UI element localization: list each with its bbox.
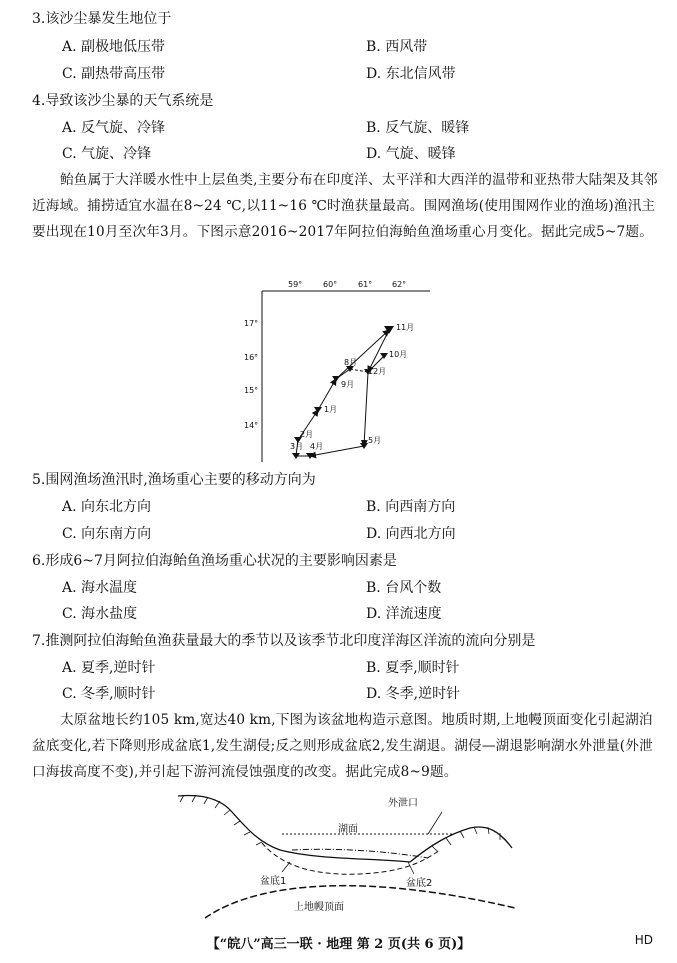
question-7-option-a: A. 夏季,逆时针 — [62, 660, 156, 676]
month-label-4: 4月 — [310, 442, 324, 451]
question-6-option-a: A. 海水温度 — [62, 580, 138, 596]
question-6-stem: 6.形成6~7月阿拉伯海鲐鱼渔场重心状况的主要影响因素是 — [32, 553, 397, 569]
basin-structure-diagram — [170, 788, 520, 923]
question-4-option-d: D. 气旋、暖锋 — [366, 146, 456, 162]
question-4-stem: 4.导致该沙尘暴的天气系统是 — [32, 93, 214, 109]
marker-1 — [314, 407, 322, 413]
question-7-option-b: B. 夏季,顺时针 — [366, 660, 460, 676]
question-6-option-d: D. 洋流速度 — [366, 606, 442, 622]
question-6-option-b: B. 台风个数 — [366, 580, 442, 596]
question-5-option-a: A. 向东北方向 — [62, 499, 152, 515]
month-label-9: 9月 — [341, 380, 355, 389]
passage-taiyuan-basin: 太原盆地长约105 km,宽达40 km,下图为该盆地构造示意图。地质时期,上地幔顶面变化引起湖泊盆底变化,若下降则形成盆底1,发生湖侵;反之则形成盆底2,发生湖退。湖侵—湖退影响湖水外泄量(外泄口海拔高度不变),并引起下游河流侵蚀强度的改变。据此完成8~9题。 — [32, 712, 653, 780]
lat-label-14: 14° — [244, 421, 259, 430]
question-4-option-c: C. 气旋、冷锋 — [62, 146, 152, 162]
month-label-2: 2月 — [300, 430, 314, 439]
marker-5 — [360, 443, 368, 449]
fishing-ground-map — [240, 276, 440, 464]
basin-bottom-2 — [292, 849, 428, 858]
lat-label-17: 17° — [244, 319, 259, 328]
question-4-option-a: A. 反气旋、冷锋 — [62, 120, 166, 136]
outlet-pointer — [428, 812, 442, 834]
month-label-3: 3月 — [290, 442, 304, 451]
month-label-5: 5月 — [368, 436, 382, 445]
lat-label-15: 15° — [244, 386, 259, 395]
left-hill — [178, 796, 280, 850]
month-label-8: 8月 — [344, 358, 358, 367]
footer-title: 【“皖八”高三一联 · 地理 第 2 页(共 6 页)】 — [206, 937, 471, 952]
question-5-stem: 5.围网渔场渔汛时,渔场重心主要的移动方向为 — [32, 472, 316, 488]
question-3-option-d: D. 东北信风带 — [366, 66, 456, 82]
upper-mantle-label: 上地幔顶面 — [294, 902, 344, 913]
month-label-11: 11月 — [396, 323, 415, 332]
month-label-12: 12月 — [368, 367, 387, 376]
bottom1-pointer — [282, 862, 290, 872]
question-5-option-b: B. 向西南方向 — [366, 499, 456, 515]
footer-code: HD — [634, 933, 653, 947]
month-label-10: 10月 — [389, 350, 408, 359]
lon-label-61: 61° — [358, 280, 373, 289]
track-11-to-12 — [368, 330, 389, 372]
question-5-option-d: D. 向西北方向 — [366, 526, 456, 542]
question-6-option-c: C. 海水盐度 — [62, 606, 138, 622]
question-7-stem: 7.推测阿拉伯海鲐鱼渔获量最大的季节以及该季节北印度洋海区洋流的流向分别是 — [32, 633, 536, 649]
track-12-to-5 — [364, 372, 368, 446]
lon-label-62: 62° — [392, 280, 407, 289]
page-footer — [0, 933, 677, 953]
passage-mackerel: 鲐鱼属于大洋暖水性中上层鱼类,主要分布在印度洋、太平洋和大西洋的温带和亚热带大陆架及其邻近海域。捕捞适宜水温在8~24 ℃,以11~16 ℃时渔获量最高。围网渔场(使用围网作业的渔场)渔汛主要出现在10月至次年3月。下图示意2016~2017年阿拉伯海鲐鱼渔场重心月变化。据此完成5~7题。 — [32, 172, 658, 240]
lat-label-16: 16° — [244, 353, 259, 362]
lon-label-59: 59° — [288, 280, 303, 289]
question-3-option-a: A. 副极地低压带 — [62, 39, 166, 55]
lake-surface-label: 湖面 — [338, 824, 358, 835]
question-3-option-b: B. 西风带 — [366, 39, 428, 55]
question-3-stem: 3.该沙尘暴发生地位于 — [32, 11, 172, 27]
basin-bottom-current — [280, 850, 410, 862]
question-7-option-d: D. 冬季,逆时针 — [366, 686, 461, 702]
question-4-option-b: B. 反气旋、暖锋 — [366, 120, 470, 136]
bottom2-pointer — [408, 862, 414, 874]
basin-bottom-2-label: 盆底2 — [406, 878, 433, 889]
basin-bottom-1-label: 盆底1 — [260, 876, 287, 887]
question-7-option-c: C. 冬季,顺时针 — [62, 686, 156, 702]
question-5-option-c: C. 向东南方向 — [62, 526, 152, 542]
question-3-option-c: C. 副热带高压带 — [62, 66, 166, 82]
outlet-label: 外泄口 — [388, 798, 418, 809]
lon-label-60: 60° — [323, 280, 338, 289]
marker-9 — [332, 376, 340, 382]
upper-mantle-surface — [205, 886, 515, 918]
month-label-1: 1月 — [324, 405, 338, 414]
